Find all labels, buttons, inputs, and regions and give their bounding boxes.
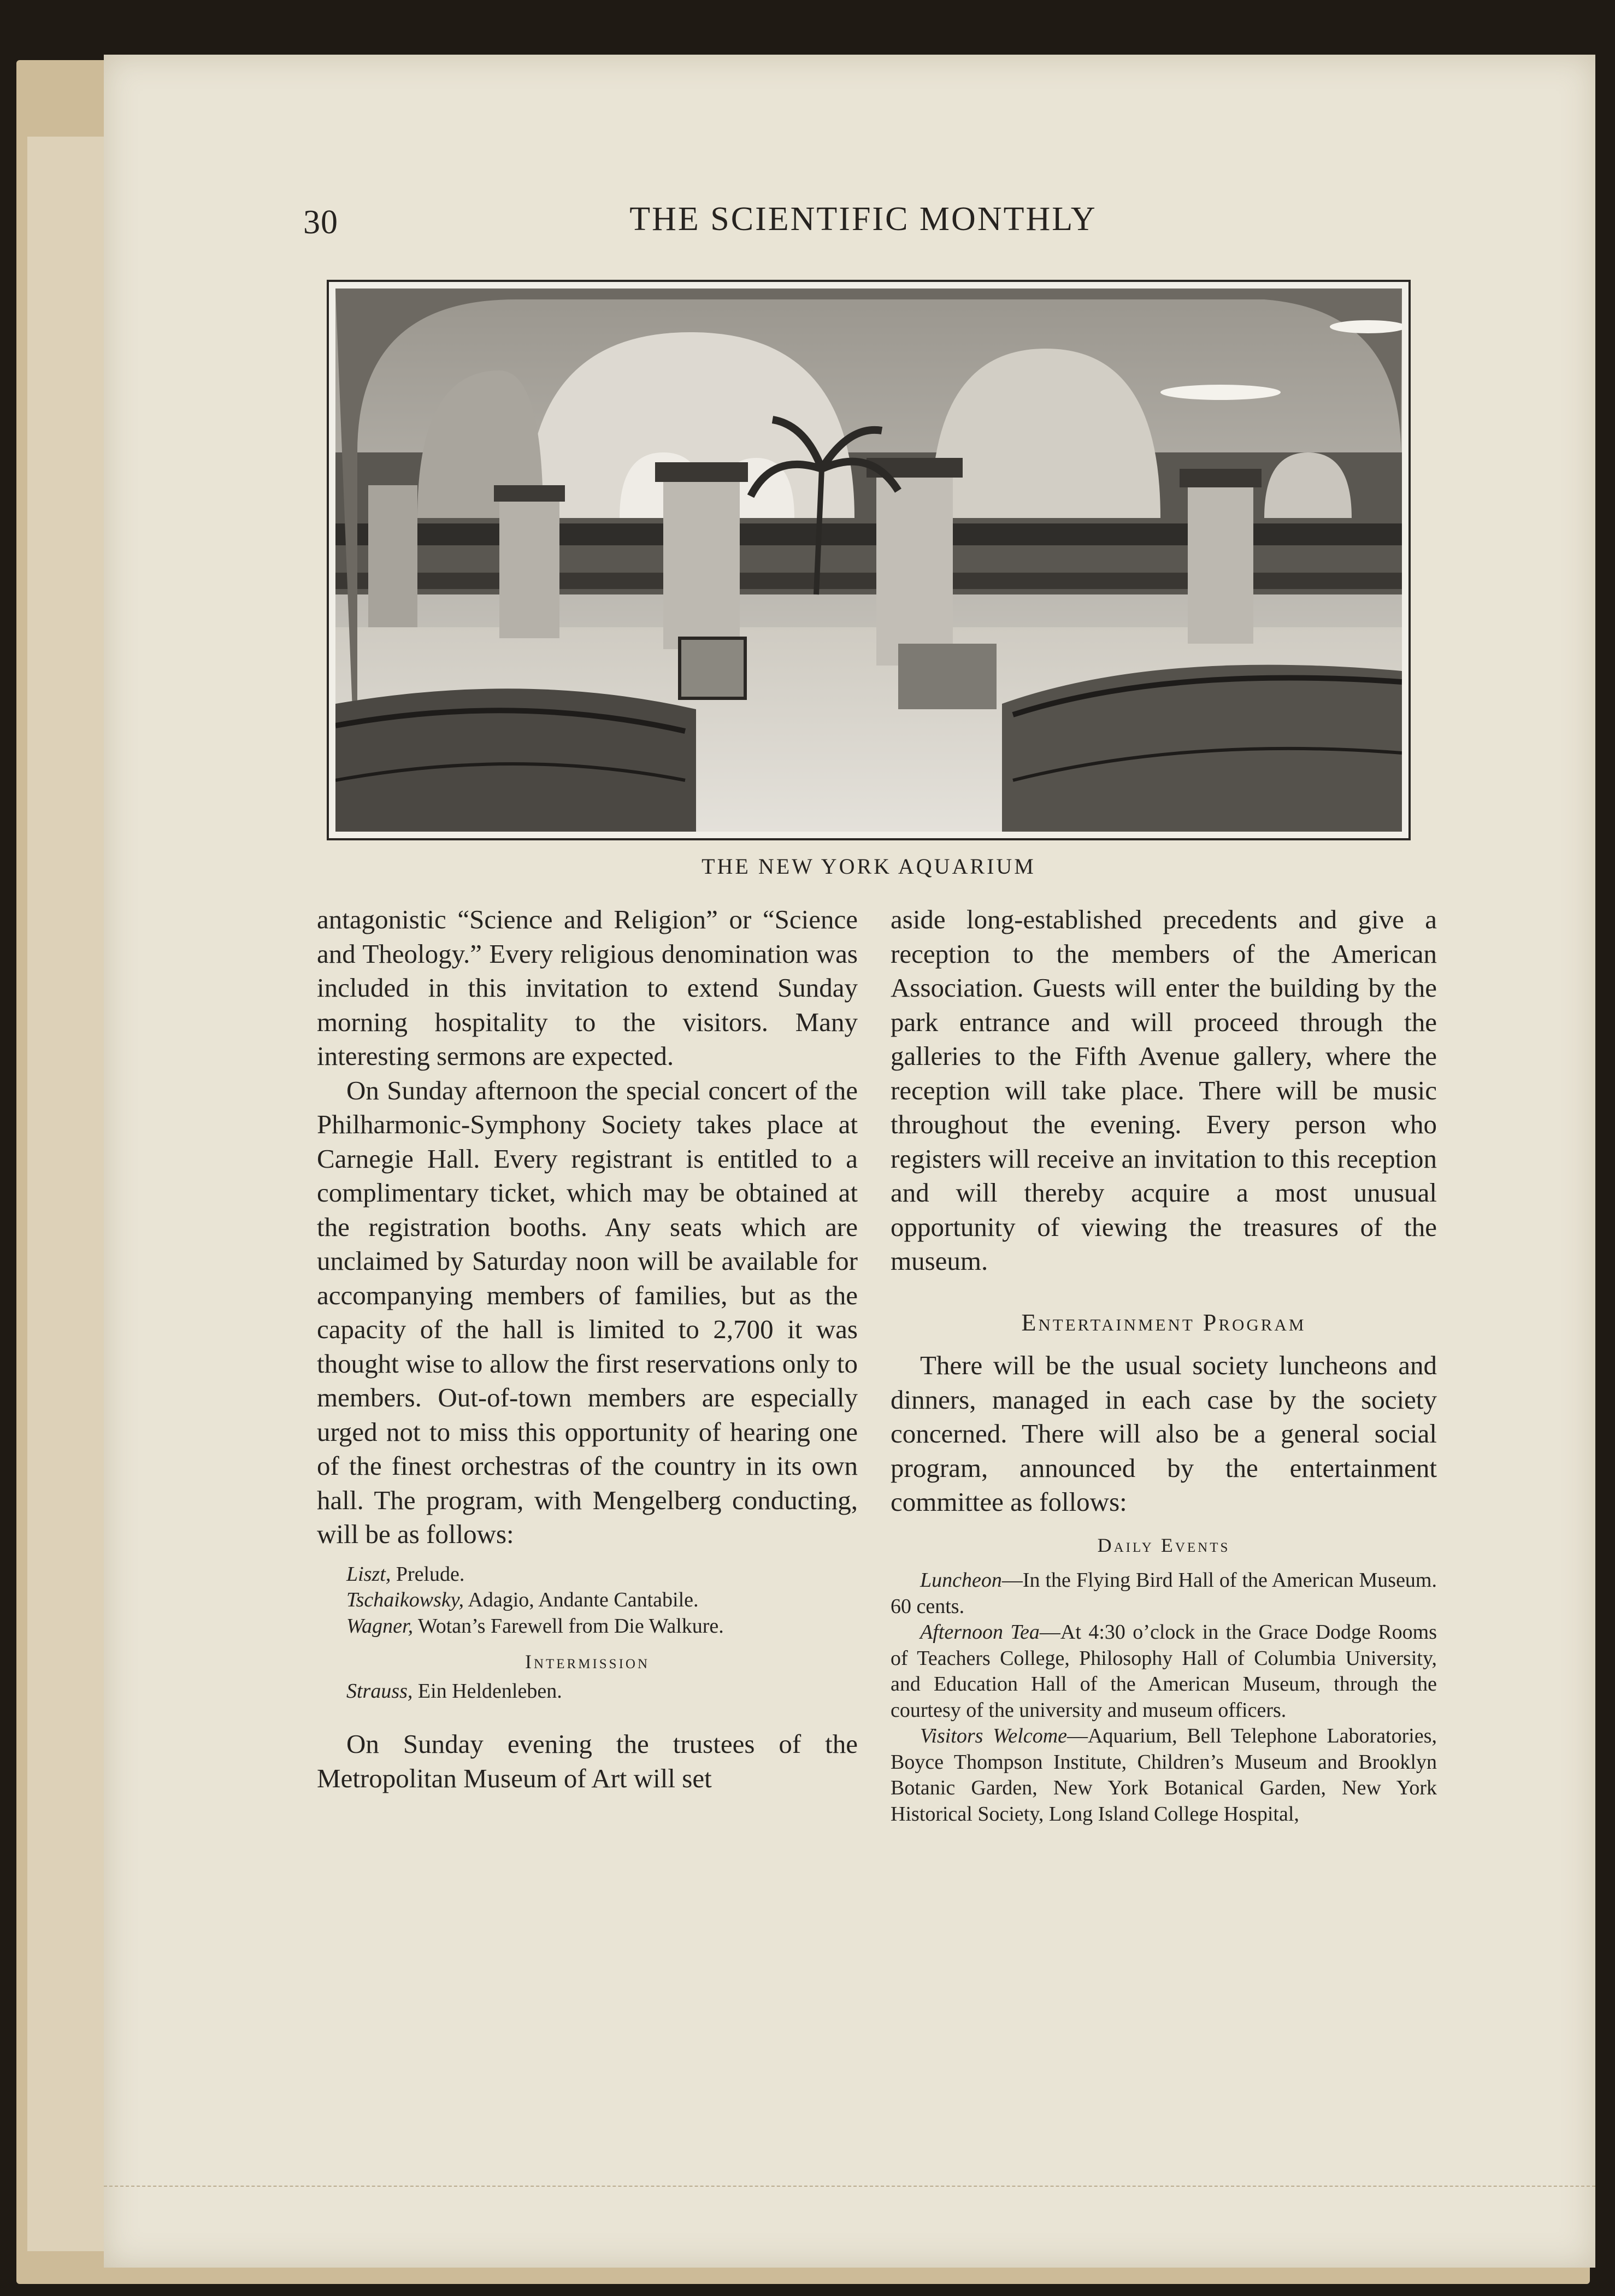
program-item: Liszt, Prelude. bbox=[346, 1562, 465, 1586]
program-item: Wagner, Wotan’s Farewell from Die Walkure. bbox=[346, 1614, 724, 1638]
daily-events-heading: Daily Events bbox=[1097, 1534, 1230, 1556]
program-item: Strauss, Ein Heldenleben. bbox=[346, 1679, 562, 1703]
figure-caption: THE NEW YORK AQUARIUM bbox=[702, 854, 1036, 879]
left-column bbox=[317, 903, 858, 1795]
left-paragraph-1: antagonistic “Science and Religion” or “Science and Theology.” Every religious denomination was included in this invitation to extend Sunday morning hospitality to the visitors. Many interesting sermons are expected. bbox=[317, 904, 858, 1071]
intermission-heading: Intermission bbox=[524, 1651, 650, 1673]
left-paragraph-3: On Sunday evening the trustees of the Metropolitan Museum of Art will set bbox=[317, 1729, 858, 1793]
left-paragraph-2: On Sunday afternoon the special concert of the Philharmonic-Symphony Society takes place at Carnegie Hall. Every registrant is entitled to a complimentary ticket, which may be obtained at the registration booths. Any seats which are unclaimed by Saturday noon will be available for accompanying members of families, but as the capacity of the hall is limited to 2,700 it was thought wise to allow the first reservations only to members. Out-of-town members are especially urged not to miss this opportunity of hearing one of the finest orchestras of the country in its own hall. The program, with Mengelberg conducting, will be as follows: bbox=[317, 1075, 858, 1549]
event-item: Afternoon Tea—At 4:30 o’clock in the Grace Dodge Rooms of Teachers College, Philosophy Hall of Columbia University, and Education Hall of the American Museum, through the courtesy of the university and museum officers. bbox=[891, 1621, 1437, 1722]
page-number: 30 bbox=[303, 204, 338, 241]
program-item: Tschaikowsky, Adagio, Andante Cantabile. bbox=[346, 1588, 699, 1611]
aquarium-photo-image bbox=[335, 289, 1402, 832]
paper-edge bbox=[27, 137, 104, 2251]
daily-events-list bbox=[891, 1568, 1437, 1827]
page-bottom-edge bbox=[104, 2186, 1595, 2220]
event-item: Luncheon—In the Flying Bird Hall of the American Museum. 60 cents. bbox=[891, 1569, 1437, 1618]
aquarium-photograph bbox=[327, 280, 1411, 840]
right-paragraph-1: aside long-established precedents and give a reception to the members of the American Association. Guests will enter the building by the park entrance and will proceed through the galleries to the Fifth Avenue gallery, where the reception will take place. There will be music throughout the evening. Every person who registers will receive an invitation to this reception and will thereby acquire a most unusual opportunity of viewing the treasures of the museum. bbox=[891, 904, 1437, 1276]
concert-program bbox=[317, 1562, 858, 1705]
entertainment-heading: Entertainment Program bbox=[1021, 1309, 1306, 1336]
event-item: Visitors Welcome—Aquarium, Bell Telephone Laboratories, Boyce Thompson Institute, Children’s Museum and Brooklyn Botanic Garden, New York Botanical Garden, New York Historical Society, Long Island College Hospital, bbox=[891, 1724, 1437, 1826]
right-column bbox=[891, 903, 1437, 1827]
running-title: THE SCIENTIFIC MONTHLY bbox=[629, 201, 1097, 238]
right-paragraph-2: There will be the usual society luncheons and dinners, managed in each case by the society concerned. There will also be a general social program, announced by the entertainment committee as follows: bbox=[891, 1350, 1437, 1517]
